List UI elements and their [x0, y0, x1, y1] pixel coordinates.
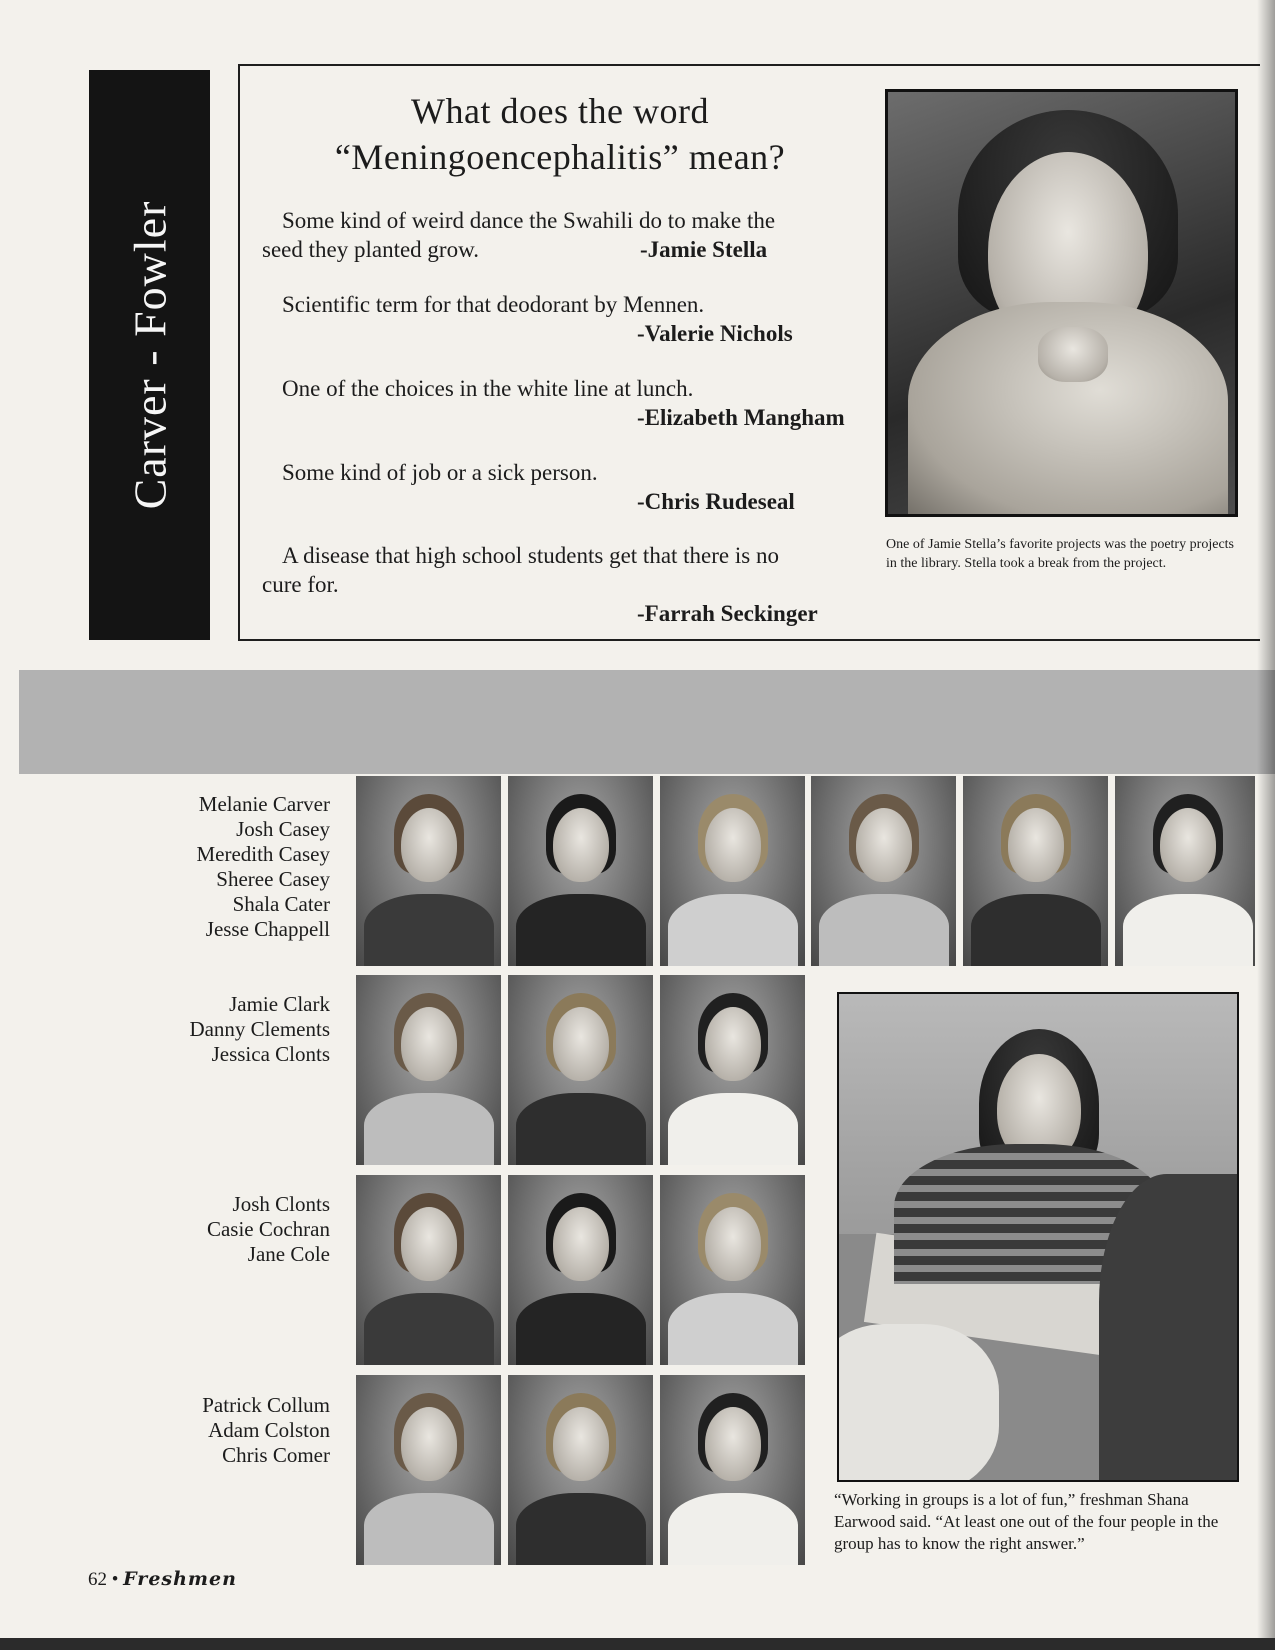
page-gutter-shadow — [1257, 0, 1275, 1650]
answer-author: -Farrah Seckinger — [637, 601, 818, 626]
student-name: Jessica Clonts — [211, 1042, 330, 1066]
answer-3 — [282, 374, 882, 432]
scan-edge — [0, 1638, 1275, 1650]
student-portrait — [660, 1175, 805, 1365]
student-name: Casie Cochran — [206, 1217, 330, 1241]
section-tab-label: Carver - Fowler — [124, 200, 175, 510]
answer-4 — [282, 458, 852, 516]
student-name: Adam Colston — [208, 1418, 330, 1442]
answer-author: -Chris Rudeseal — [637, 489, 795, 514]
student-portrait — [508, 776, 653, 966]
answer-author: -Jamie Stella — [640, 237, 768, 262]
student-portrait — [356, 1175, 501, 1365]
answer-1 — [262, 206, 832, 264]
answer-text: cure for. — [262, 572, 339, 597]
feature-photo — [885, 89, 1238, 517]
feature-caption: One of Jamie Stella’s favorite projects was the poetry projects in the library. Stella took a break from the project. — [886, 537, 1234, 571]
section-band — [19, 670, 1275, 774]
name-list-row-1 — [196, 792, 330, 942]
student-name: Danny Clements — [189, 1017, 330, 1041]
folio-section: Freshmen — [123, 1568, 237, 1590]
page-folio — [88, 1568, 237, 1591]
student-portrait — [508, 975, 653, 1165]
answer-text: seed they planted grow. — [262, 237, 479, 262]
page-number: 62 — [88, 1569, 107, 1590]
answer-text: One of the choices in the white line at lunch. — [282, 376, 694, 401]
student-name: Josh Clonts — [232, 1192, 330, 1216]
answer-author: -Valerie Nichols — [637, 321, 793, 346]
folio-separator: • — [111, 1569, 119, 1590]
group-caption: “Working in groups is a lot of fun,” freshman Shana Earwood said. “At least one out of the four people in the group has to know the right answer.” — [834, 1490, 1219, 1553]
name-list-row-2 — [189, 992, 330, 1067]
student-name: Patrick Collum — [202, 1393, 330, 1417]
answer-text: A disease that high school students get that there is no — [282, 543, 779, 568]
student-name: Jamie Clark — [229, 992, 330, 1016]
name-list-row-3 — [207, 1192, 330, 1267]
student-portrait — [963, 776, 1108, 966]
student-portrait — [508, 1175, 653, 1365]
student-portrait — [356, 975, 501, 1165]
student-portrait — [356, 1375, 501, 1565]
student-portrait — [1115, 776, 1255, 966]
answer-text: Some kind of weird dance the Swahili do to make the — [282, 208, 776, 233]
answer-5 — [262, 541, 842, 628]
question-heading: What does the word “Meningoencephalitis” mean? — [334, 91, 786, 177]
student-name: Jesse Chappell — [205, 917, 330, 941]
student-portrait — [660, 776, 805, 966]
student-portrait — [660, 1375, 805, 1565]
name-list-row-4 — [202, 1393, 330, 1468]
section-tab — [89, 70, 210, 640]
student-portrait — [811, 776, 956, 966]
student-name: Jane Cole — [247, 1242, 330, 1266]
student-name: Shala Cater — [232, 892, 330, 916]
student-portrait — [356, 776, 501, 966]
student-name: Josh Casey — [236, 817, 330, 841]
group-photo — [837, 992, 1239, 1482]
answer-text: Some kind of job or a sick person. — [282, 460, 598, 485]
student-portrait — [660, 975, 805, 1165]
answer-author: -Elizabeth Mangham — [637, 405, 845, 430]
student-name: Chris Comer — [222, 1443, 330, 1467]
student-portrait — [508, 1375, 653, 1565]
answer-2 — [282, 290, 852, 348]
student-name: Melanie Carver — [198, 792, 330, 816]
student-name: Meredith Casey — [196, 842, 330, 866]
student-name: Sheree Casey — [216, 867, 330, 891]
answer-text: Scientific term for that deodorant by Mennen. — [282, 292, 705, 317]
